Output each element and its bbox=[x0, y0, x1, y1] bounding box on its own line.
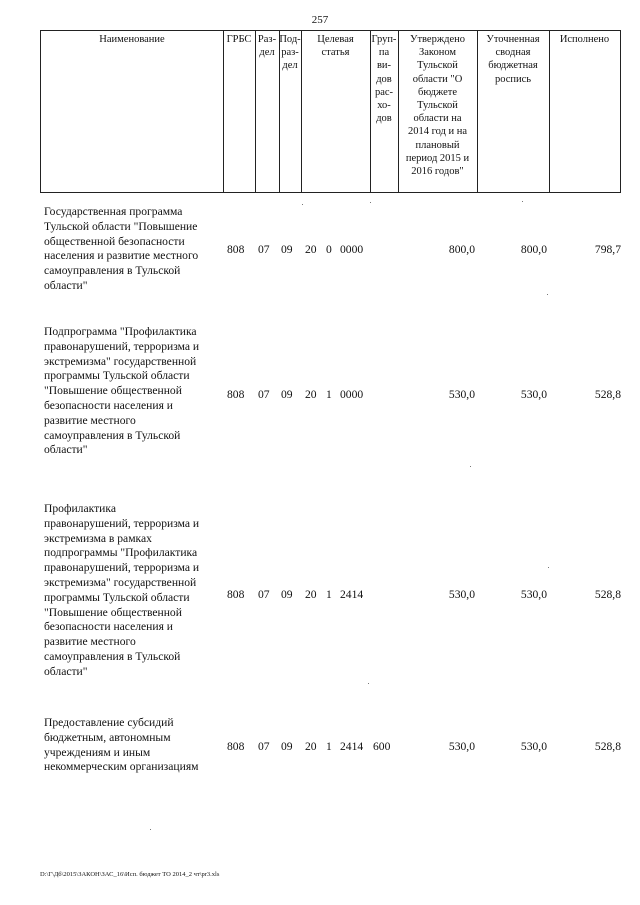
name-line: развитие местного bbox=[44, 635, 136, 649]
name-line: населения и развитие местного bbox=[44, 249, 199, 263]
name-line: области" bbox=[44, 664, 88, 678]
name-line: самоуправления в Тульской bbox=[44, 264, 181, 278]
header-approved-line: 2014 год и на bbox=[407, 126, 468, 138]
header-name: Наименование bbox=[99, 34, 165, 45]
name-line: общественной безопасности bbox=[44, 234, 185, 248]
row-4-approved: 530,0 bbox=[448, 740, 475, 753]
row-4-razdel: 07 bbox=[258, 740, 270, 753]
header-approved-line: 2016 годов" bbox=[411, 166, 464, 178]
header-group-line: хо- bbox=[377, 100, 391, 112]
row-2-podrazdel: 09 bbox=[281, 388, 293, 401]
name-line: экстремизма" государственной bbox=[44, 354, 197, 368]
row-1-podrazdel: 09 bbox=[281, 243, 293, 256]
row-2-cs2: 1 bbox=[326, 388, 332, 401]
row-3-executed: 528,8 bbox=[594, 588, 621, 601]
header-approved-line: период 2015 и bbox=[405, 152, 470, 164]
row-4-refined: 530,0 bbox=[520, 740, 547, 753]
file-path-footer: D:\Г\Дб\2015\ЗАКОН\ЗАС_16\Исп. бюджет ТО 2014_2 чт\pr3.xls bbox=[40, 871, 220, 878]
header-target-line: Целевая bbox=[317, 34, 354, 45]
header-razdel-line: дел bbox=[259, 47, 275, 59]
row-4-cs2: 1 bbox=[326, 740, 332, 753]
header-group-line: Груп- bbox=[371, 34, 397, 45]
row-1-razdel: 07 bbox=[258, 243, 270, 256]
header-grbs: ГРБС bbox=[226, 34, 252, 45]
name-line: развитие местного bbox=[44, 413, 136, 427]
name-line: "Повышение общественной bbox=[44, 605, 182, 619]
name-line: бюджетным, автономным bbox=[44, 730, 171, 744]
row-3-cs2: 1 bbox=[326, 588, 332, 601]
header-approved-line: Законом bbox=[418, 47, 457, 59]
header-group-line: дов bbox=[376, 113, 392, 125]
name-line: экстремизма в рамках bbox=[44, 531, 152, 545]
header-target bbox=[301, 33, 370, 59]
name-line: самоуправления в Тульской bbox=[44, 428, 181, 442]
name-line: подпрограммы "Профилактика bbox=[44, 546, 198, 560]
row-1-approved: 800,0 bbox=[448, 243, 475, 256]
name-line: учреждениям и иным bbox=[44, 745, 151, 759]
row-4-cs1: 20 bbox=[305, 740, 317, 753]
header-approved-line: области "О bbox=[412, 73, 463, 85]
page-number: 257 bbox=[311, 14, 329, 26]
row-2-approved: 530,0 bbox=[448, 388, 475, 401]
row-4-grbs: 808 bbox=[227, 740, 245, 753]
name-line: безопасности населения и bbox=[44, 620, 174, 634]
row-1-name bbox=[44, 205, 228, 294]
row-2-grbs: 808 bbox=[227, 388, 245, 401]
name-line: программы Тульской области bbox=[44, 369, 190, 383]
header-approved-line: Тульской bbox=[417, 100, 458, 112]
row-3-podrazdel: 09 bbox=[281, 588, 293, 601]
row-1-grbs: 808 bbox=[227, 243, 245, 256]
row-4-executed: 528,8 bbox=[594, 740, 621, 753]
header-refined-line: сводная bbox=[495, 47, 531, 59]
row-4-cs3: 2414 bbox=[340, 740, 364, 753]
row-2-executed: 528,8 bbox=[594, 388, 621, 401]
header-group-line: па bbox=[378, 47, 390, 59]
row-1-cs1: 20 bbox=[305, 243, 317, 256]
header-executed: Исполнено bbox=[559, 34, 610, 45]
scan-speck bbox=[150, 829, 151, 830]
row-1-refined: 800,0 bbox=[520, 243, 547, 256]
row-2-razdel: 07 bbox=[258, 388, 270, 401]
name-line: Профилактика bbox=[44, 502, 116, 515]
column-divider bbox=[549, 31, 550, 192]
row-4-group: 600 bbox=[373, 740, 391, 753]
header-refined-line: Уточненная bbox=[486, 34, 540, 45]
header-approved-line: бюджете bbox=[417, 86, 458, 98]
row-1-cs2: 0 bbox=[326, 243, 332, 256]
name-line: программы Тульской области bbox=[44, 590, 190, 604]
header-approved-line: области на bbox=[413, 113, 462, 125]
row-3-approved: 530,0 bbox=[448, 588, 475, 601]
name-line: правонарушений, терроризма и bbox=[44, 339, 200, 353]
header-podrazdel bbox=[279, 33, 301, 73]
name-line: Предоставление субсидий bbox=[44, 716, 174, 729]
name-line: безопасности населения и bbox=[44, 398, 174, 412]
name-line: Государственная программа bbox=[44, 205, 183, 218]
row-2-name bbox=[44, 325, 228, 458]
row-2-cs3: 0000 bbox=[340, 388, 364, 401]
header-approved-line: плановый bbox=[415, 139, 460, 151]
name-line: области" bbox=[44, 443, 88, 457]
header-approved-line: Тульской bbox=[417, 60, 458, 72]
name-line: области" bbox=[44, 278, 88, 292]
row-2-refined: 530,0 bbox=[520, 388, 547, 401]
row-1-cs3: 0000 bbox=[340, 243, 364, 256]
table-header bbox=[40, 30, 621, 193]
name-line: самоуправления в Тульской bbox=[44, 649, 181, 663]
scan-speck bbox=[470, 466, 471, 467]
row-4-name bbox=[44, 716, 228, 775]
name-line: правонарушений, терроризма и bbox=[44, 561, 200, 575]
scan-speck bbox=[302, 204, 303, 205]
header-podrazdel-line: раз- bbox=[281, 47, 299, 59]
header-podrazdel-line: Под- bbox=[279, 34, 301, 45]
header-refined-line: бюджетная bbox=[488, 60, 538, 72]
scan-speck bbox=[548, 567, 549, 568]
row-3-name bbox=[44, 502, 228, 680]
header-group-line: рас- bbox=[374, 86, 394, 98]
header-razdel-line: Раз- bbox=[257, 34, 277, 45]
header-podrazdel-line: дел bbox=[282, 60, 298, 72]
scan-speck bbox=[368, 683, 369, 684]
header-group-line: ви- bbox=[376, 60, 392, 72]
header-refined bbox=[477, 33, 549, 86]
header-group-line: дов bbox=[376, 73, 392, 85]
header-refined-line: роспись bbox=[494, 73, 532, 85]
scan-speck bbox=[370, 202, 371, 203]
name-line: правонарушений, терроризма и bbox=[44, 516, 200, 530]
row-1-executed: 798,7 bbox=[594, 243, 621, 256]
column-divider bbox=[223, 31, 224, 192]
name-line: экстремизма" государственной bbox=[44, 575, 197, 589]
scan-speck bbox=[547, 294, 548, 295]
row-3-grbs: 808 bbox=[227, 588, 245, 601]
name-line: некоммерческим организациям bbox=[44, 760, 199, 774]
row-3-cs3: 2414 bbox=[340, 588, 364, 601]
row-3-cs1: 20 bbox=[305, 588, 317, 601]
row-4-podrazdel: 09 bbox=[281, 740, 293, 753]
header-approved-line: Утверждено bbox=[410, 34, 465, 45]
scan-speck bbox=[522, 201, 523, 202]
header-razdel bbox=[255, 33, 279, 59]
header-group bbox=[370, 33, 398, 125]
name-line: Тульской области "Повышение bbox=[44, 219, 198, 233]
header-target-line: статья bbox=[321, 47, 350, 59]
name-line: "Повышение общественной bbox=[44, 384, 182, 398]
header-approved bbox=[398, 33, 477, 178]
row-3-razdel: 07 bbox=[258, 588, 270, 601]
name-line: Подпрограмма "Профилактика bbox=[44, 325, 197, 338]
row-3-refined: 530,0 bbox=[520, 588, 547, 601]
row-2-cs1: 20 bbox=[305, 388, 317, 401]
